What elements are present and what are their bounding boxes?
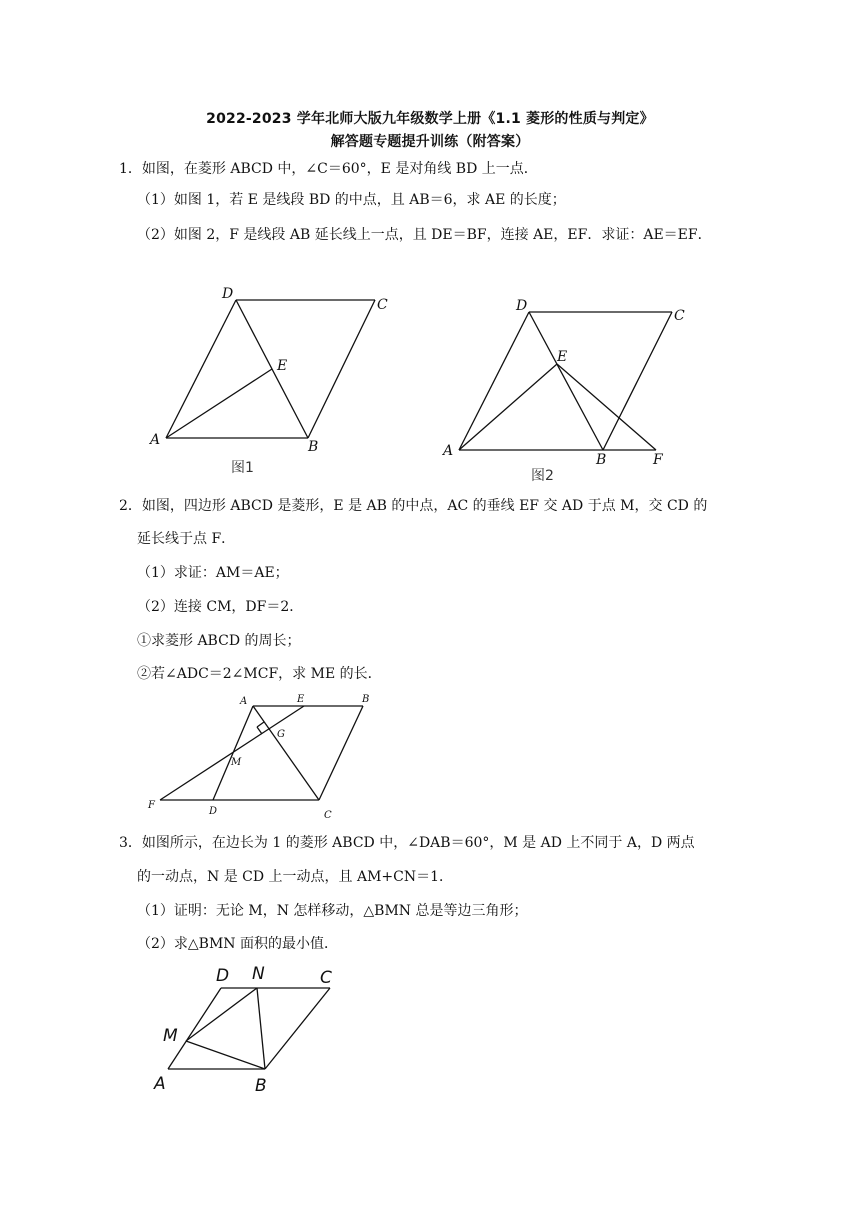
- doc-title-line1: 2022-2023 学年北师大版九年级数学上册《1.1 菱形的性质与判定》: [206, 111, 654, 127]
- q2-fig-label-e: E: [297, 694, 305, 705]
- doc-title-line2: 解答题专题提升训练（附答案）: [330, 134, 530, 150]
- q1-part2: （2）如图 2，F 是线段 AB 延长线上一点，且 DE＝BF，连接 AE，EF．求证：AE＝EF．: [137, 227, 712, 243]
- q1-fig2-label-a: A: [443, 443, 454, 459]
- q2-fig-label-a: A: [240, 696, 248, 707]
- q1-fig1-label-b: B: [308, 439, 319, 455]
- q1-fig1-lines: [166, 300, 375, 438]
- q2-part1: （1）求证：AM＝AE；: [137, 565, 289, 581]
- q1-fig2-label-b: B: [596, 452, 607, 468]
- q3-part2: （2）求△BMN 面积的最小值．: [137, 936, 338, 952]
- q1-fig1-label-e: E: [277, 358, 288, 374]
- q2-stem-line2: 延长线于点 F．: [137, 531, 236, 547]
- q3-fig-label-m: M: [163, 1026, 178, 1046]
- q1-fig2-label-c: C: [674, 308, 685, 324]
- q3-fig-label-b: B: [255, 1076, 267, 1096]
- q2-fig-label-g: G: [277, 729, 285, 740]
- q1-fig2-caption: 图2: [531, 468, 554, 484]
- q2-fig-label-d: D: [209, 806, 218, 817]
- q3-fig-lines: [168, 988, 330, 1069]
- q2-stem-line1: 2．如图，四边形 ABCD 是菱形，E 是 AB 的中点，AC 的垂线 EF 交 AD 于点 M，交 CD 的: [119, 498, 708, 514]
- q1-fig2-label-f: F: [653, 452, 663, 468]
- q3-fig-label-a: A: [154, 1074, 166, 1094]
- q3-part1: （1）证明：无论 M，N 怎样移动，△BMN 总是等边三角形；: [137, 903, 528, 919]
- q3-fig-label-c: C: [320, 968, 332, 988]
- q2-fig-lines: [160, 706, 363, 800]
- q3-fig-label-d: D: [216, 966, 230, 986]
- q3-stem-line2: 的一动点，N 是 CD 上一动点，且 AM+CN＝1．: [137, 869, 454, 885]
- q1-stem: 1．如图，在菱形 ABCD 中，∠C＝60°，E 是对角线 BD 上一点．: [119, 161, 538, 177]
- q2-fig-label-f: F: [148, 800, 155, 811]
- q3-stem-line1: 3．如图所示，在边长为 1 的菱形 ABCD 中，∠DAB＝60°，M 是 AD 上不同于 A，D 两点: [119, 835, 695, 851]
- q1-fig1-label-d: D: [222, 286, 234, 302]
- q3-fig-label-n: N: [252, 964, 265, 984]
- q2-sub1: ①求菱形 ABCD 的周长；: [137, 633, 301, 649]
- q1-fig1-label-a: A: [150, 432, 161, 448]
- q1-fig2-label-d: D: [516, 298, 528, 314]
- q2-fig-label-m: M: [231, 757, 242, 768]
- q1-fig2-label-e: E: [557, 349, 568, 365]
- q2-sub2: ②若∠ADC＝2∠MCF，求 ME 的长．: [137, 666, 382, 682]
- q2-fig-label-c: C: [324, 810, 332, 821]
- q1-fig1-caption: 图1: [231, 460, 254, 476]
- q2-part2: （2）连接 CM，DF＝2．: [137, 599, 304, 615]
- q1-part1: （1）如图 1，若 E 是线段 BD 的中点，且 AB＝6，求 AE 的长度；: [137, 192, 566, 208]
- q1-fig2-lines: [459, 312, 672, 450]
- q2-fig-label-b: B: [362, 694, 370, 705]
- q1-fig1-label-c: C: [377, 297, 388, 313]
